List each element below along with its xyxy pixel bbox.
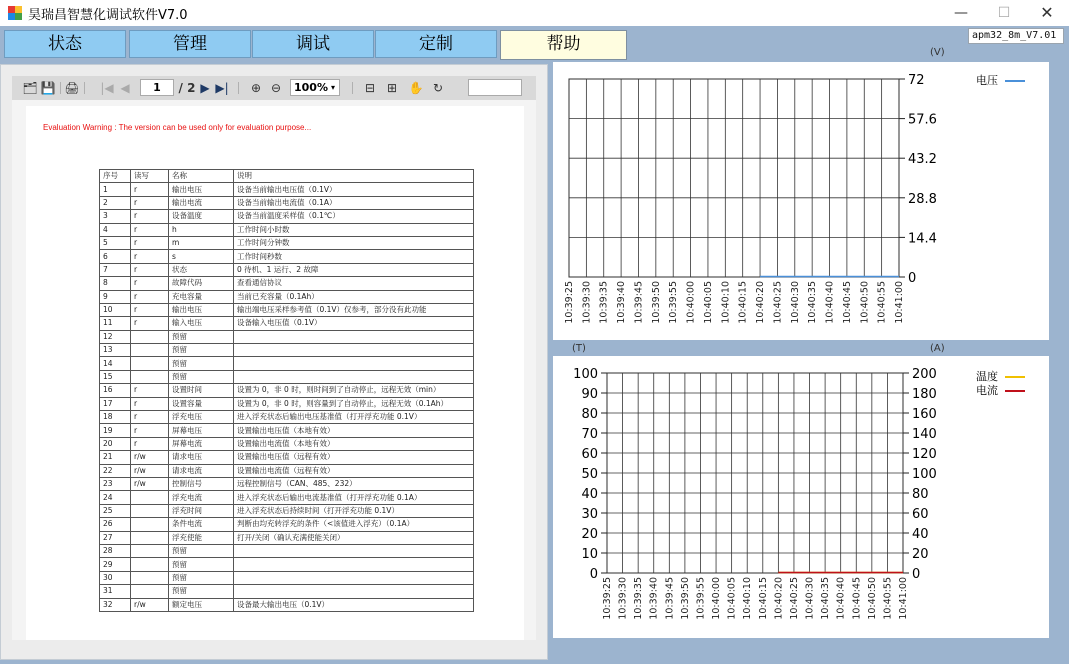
table-cell <box>131 558 169 571</box>
table-cell <box>131 330 169 343</box>
table-row <box>100 558 474 571</box>
table-cell <box>131 544 169 557</box>
table-cell <box>234 357 474 370</box>
table-cell: 浮充时间 <box>169 504 234 517</box>
table-cell: 设备当前温度采样值（0.1℃） <box>234 210 474 223</box>
table-cell: 13 <box>100 344 131 357</box>
table-cell: r <box>131 437 169 450</box>
page-number-input[interactable]: 1 <box>140 79 174 96</box>
table-row <box>100 437 474 450</box>
table-row <box>100 210 474 223</box>
y-tick-label-right: 43.2 <box>908 152 937 168</box>
table-row <box>100 317 474 330</box>
x-tick-label: 10:39:35 <box>633 577 645 620</box>
x-tick-label: 10:40:10 <box>720 281 732 324</box>
table-cell: 31 <box>100 585 131 598</box>
document-page <box>26 106 524 640</box>
x-tick-label: 10:40:20 <box>755 281 767 324</box>
table-row <box>100 464 474 477</box>
table-cell: 7 <box>100 263 131 276</box>
x-tick-label: 10:39:50 <box>679 577 691 620</box>
table-cell <box>234 571 474 584</box>
y-tick-label-left: 20 <box>581 527 598 542</box>
table-cell: r <box>131 250 169 263</box>
table-row <box>100 504 474 517</box>
table-cell <box>131 491 169 504</box>
table-cell: 18 <box>100 411 131 424</box>
x-tick-label: 10:39:50 <box>650 281 662 324</box>
voltage-unit-label: (V) <box>930 47 945 58</box>
table-cell: 额定电压 <box>169 598 234 611</box>
save-icon[interactable]: 💾 <box>40 81 56 95</box>
legend-voltage: 电压 <box>976 74 998 87</box>
table-row <box>100 263 474 276</box>
prev-page-icon[interactable]: ◀ <box>120 81 130 95</box>
table-cell: 请求电流 <box>169 464 234 477</box>
table-row <box>100 544 474 557</box>
table-cell <box>131 518 169 531</box>
table-cell: 15 <box>100 370 131 383</box>
register-table <box>99 169 474 612</box>
table-cell: 9 <box>100 290 131 303</box>
close-button[interactable]: ✕ <box>1040 3 1054 22</box>
table-row <box>100 451 474 464</box>
legend-current: 电流 <box>976 384 998 397</box>
maximize-button[interactable]: ☐ <box>997 5 1011 21</box>
table-cell: 26 <box>100 518 131 531</box>
table-cell: 3 <box>100 210 131 223</box>
table-cell: 设备温度 <box>169 210 234 223</box>
table-cell: 设置容量 <box>169 397 234 410</box>
table-cell: r <box>131 384 169 397</box>
x-tick-label: 10:40:00 <box>711 577 723 620</box>
table-cell: 设备输入电压值（0.1V） <box>234 317 474 330</box>
table-cell: 工作时间小时数 <box>234 223 474 236</box>
legend-current-swatch <box>1005 390 1025 392</box>
table-cell: 设备最大输出电压（0.1V） <box>234 598 474 611</box>
y-tick-label-left: 10 <box>581 547 598 562</box>
legend-temperature-swatch <box>1005 376 1025 378</box>
table-cell: 24 <box>100 491 131 504</box>
y-tick-label-right: 40 <box>912 527 929 542</box>
x-tick-label: 10:40:45 <box>841 281 853 324</box>
x-tick-label: 10:39:30 <box>581 281 593 324</box>
table-cell: 输出电压 <box>169 183 234 196</box>
y-tick-label-left: 0 <box>589 567 598 582</box>
x-tick-label: 10:40:40 <box>824 281 836 324</box>
table-cell <box>234 558 474 571</box>
table-cell: 屏幕电压 <box>169 424 234 437</box>
table-row <box>100 236 474 249</box>
next-page-icon[interactable]: ▶ <box>200 81 210 95</box>
table-row <box>100 357 474 370</box>
table-cell: 当前已充容量（0.1Ah） <box>234 290 474 303</box>
x-tick-label: 10:40:30 <box>804 577 816 620</box>
table-cell: 输出端电压采样参考值（0.1V）仅参考，部分没有此功能 <box>234 303 474 316</box>
zoom-select[interactable] <box>290 79 340 96</box>
viewer-toolbar <box>12 76 536 101</box>
table-cell: r <box>131 236 169 249</box>
x-tick-label: 10:40:05 <box>702 281 714 324</box>
table-cell: 设备当前输出电流值（0.1A） <box>234 196 474 209</box>
window-title: 昊瑞昌智慧化调试软件V7.0 <box>28 8 188 23</box>
x-tick-label: 10:39:45 <box>664 577 676 620</box>
table-row <box>100 290 474 303</box>
zoom-out-icon[interactable]: ⊖ <box>270 81 282 95</box>
table-cell: 状态 <box>169 263 234 276</box>
table-cell: 23 <box>100 477 131 490</box>
table-row <box>100 370 474 383</box>
header-cell: 读写 <box>131 170 169 183</box>
y-tick-label-right: 100 <box>912 467 937 482</box>
zoom-value: 100% <box>294 81 328 94</box>
table-cell: r <box>131 303 169 316</box>
table-cell <box>131 370 169 383</box>
table-cell: m <box>169 236 234 249</box>
y-tick-label-left: 80 <box>581 407 598 422</box>
table-row <box>100 344 474 357</box>
table-cell: r <box>131 277 169 290</box>
table-cell: s <box>169 250 234 263</box>
plot-frame <box>569 79 899 277</box>
x-tick-label: 10:40:45 <box>851 577 863 620</box>
table-cell <box>131 531 169 544</box>
search-input[interactable] <box>468 79 522 96</box>
menu-custom-button[interactable]: 定制 <box>375 30 497 58</box>
table-cell: 故障代码 <box>169 277 234 290</box>
table-cell: 11 <box>100 317 131 330</box>
x-tick-label: 10:40:05 <box>726 577 738 620</box>
last-page-icon[interactable]: ▶| <box>215 81 229 95</box>
table-cell <box>234 344 474 357</box>
table-cell: r/w <box>131 451 169 464</box>
table-cell: 预留 <box>169 585 234 598</box>
x-tick-label: 10:40:35 <box>820 577 832 620</box>
table-cell: 32 <box>100 598 131 611</box>
table-cell: r <box>131 411 169 424</box>
table-cell: 4 <box>100 223 131 236</box>
table-cell: 16 <box>100 384 131 397</box>
table-cell: 远程控制信号（CAN、485、232） <box>234 477 474 490</box>
table-cell: h <box>169 223 234 236</box>
x-tick-label: 10:39:25 <box>564 281 575 324</box>
table-cell: 25 <box>100 504 131 517</box>
table-row <box>100 491 474 504</box>
table-cell: 22 <box>100 464 131 477</box>
table-cell: 20 <box>100 437 131 450</box>
x-tick-label: 10:39:35 <box>598 281 610 324</box>
x-tick-label: 10:41:00 <box>894 281 905 324</box>
table-cell: 预留 <box>169 344 234 357</box>
temperature-unit-label: (T) <box>572 343 586 354</box>
table-row <box>100 411 474 424</box>
y-tick-label-right: 28.8 <box>908 191 937 207</box>
y-tick-label-right: 72 <box>908 73 925 88</box>
table-cell: 设置为 0，非 0 时，则时间到了自动停止，远程无效（min） <box>234 384 474 397</box>
table-row <box>100 303 474 316</box>
y-tick-label-right: 160 <box>912 407 937 422</box>
table-cell: 设置输出电压值（本地有效） <box>234 424 474 437</box>
menu-manage-button[interactable]: 管理 <box>129 30 251 58</box>
first-page-icon[interactable]: |◀ <box>100 81 114 95</box>
menu-help-button[interactable]: 帮助 <box>500 30 627 60</box>
x-tick-label: 10:39:30 <box>617 577 629 620</box>
zoom-in-icon[interactable]: ⊕ <box>250 81 262 95</box>
table-cell <box>131 585 169 598</box>
table-cell: 请求电压 <box>169 451 234 464</box>
y-tick-label-left: 40 <box>581 487 598 502</box>
table-cell: r <box>131 424 169 437</box>
legend-temperature: 温度 <box>976 370 998 383</box>
x-tick-label: 10:41:00 <box>898 577 909 620</box>
page-width-icon[interactable]: ⊞ <box>386 81 398 95</box>
table-cell <box>131 571 169 584</box>
app-logo-icon <box>8 6 22 20</box>
minimize-button[interactable]: — <box>954 5 968 21</box>
table-cell: r <box>131 397 169 410</box>
y-tick-label-right: 180 <box>912 387 937 402</box>
y-tick-label-right: 80 <box>912 487 929 502</box>
table-cell: 判断由均充转浮充的条件（<该值进入浮充）（0.1A） <box>234 518 474 531</box>
table-cell: 屏幕电流 <box>169 437 234 450</box>
y-tick-label-right: 200 <box>912 367 937 382</box>
hand-tool-icon[interactable]: ✋ <box>408 81 424 95</box>
table-cell: 控制信号 <box>169 477 234 490</box>
y-tick-label-right: 20 <box>912 547 929 562</box>
table-cell: 17 <box>100 397 131 410</box>
table-cell <box>234 585 474 598</box>
table-cell: 设置为 0，非 0 时，则容量到了自动停止，远程无效（0.1Ah） <box>234 397 474 410</box>
chevron-down-icon: ▾ <box>330 83 335 92</box>
table-cell: r <box>131 196 169 209</box>
x-tick-label: 10:40:00 <box>685 281 697 324</box>
current-unit-label: (A) <box>930 343 945 354</box>
table-cell: 30 <box>100 571 131 584</box>
table-cell: 进入浮充状态后输出电压基准值（打开浮充功能 0.1V） <box>234 411 474 424</box>
print-icon[interactable]: 🖨 <box>64 81 80 95</box>
x-tick-label: 10:40:55 <box>876 281 888 324</box>
x-tick-label: 10:40:15 <box>737 281 749 324</box>
table-cell: r <box>131 290 169 303</box>
x-tick-label: 10:40:15 <box>757 577 769 620</box>
table-cell: 14 <box>100 357 131 370</box>
x-tick-label: 10:39:40 <box>648 577 660 620</box>
table-cell: 29 <box>100 558 131 571</box>
table-cell: 预留 <box>169 544 234 557</box>
x-tick-label: 10:39:45 <box>633 281 645 324</box>
table-cell: 设置输出电压值（远程有效） <box>234 451 474 464</box>
table-cell: 工作时间秒数 <box>234 250 474 263</box>
table-cell: 进入浮充状态后持续时间（打开浮充功能 0.1V） <box>234 504 474 517</box>
table-cell: 6 <box>100 250 131 263</box>
table-cell: 预留 <box>169 357 234 370</box>
evaluation-warning: Evaluation Warning : The version can be used only for evaluation purpose... <box>43 123 312 132</box>
y-tick-label-left: 100 <box>573 367 598 382</box>
table-cell: r <box>131 183 169 196</box>
table-row <box>100 277 474 290</box>
y-tick-label-left: 50 <box>581 467 598 482</box>
table-cell <box>131 344 169 357</box>
y-tick-label-left: 30 <box>581 507 598 522</box>
table-cell: r <box>131 223 169 236</box>
x-tick-label: 10:40:50 <box>859 281 871 324</box>
header-cell: 说明 <box>234 170 474 183</box>
x-tick-label: 10:39:25 <box>602 577 613 620</box>
x-tick-label: 10:40:20 <box>773 577 785 620</box>
table-cell <box>234 330 474 343</box>
table-row <box>100 330 474 343</box>
table-cell: 21 <box>100 451 131 464</box>
table-cell: 设置时间 <box>169 384 234 397</box>
table-cell: 浮充使能 <box>169 531 234 544</box>
table-row <box>100 384 474 397</box>
refresh-icon[interactable]: ↻ <box>432 81 444 95</box>
x-tick-label: 10:39:40 <box>616 281 628 324</box>
x-tick-label: 10:40:40 <box>835 577 847 620</box>
table-row <box>100 196 474 209</box>
table-row <box>100 585 474 598</box>
table-cell <box>131 504 169 517</box>
x-tick-label: 10:40:35 <box>807 281 819 324</box>
y-tick-label-right: 57.6 <box>908 112 937 128</box>
table-cell: r/w <box>131 598 169 611</box>
y-tick-label-left: 90 <box>581 387 598 402</box>
table-row <box>100 571 474 584</box>
x-tick-label: 10:39:55 <box>668 281 680 324</box>
table-cell: 1 <box>100 183 131 196</box>
table-row <box>100 424 474 437</box>
table-cell: 19 <box>100 424 131 437</box>
table-cell: r/w <box>131 477 169 490</box>
table-cell <box>131 357 169 370</box>
table-cell: 条件电流 <box>169 518 234 531</box>
menu-status-button[interactable]: 状态 <box>4 30 126 58</box>
table-cell: r/w <box>131 464 169 477</box>
table-cell: 预留 <box>169 571 234 584</box>
table-cell: 2 <box>100 196 131 209</box>
y-tick-label-right: 140 <box>912 427 937 442</box>
table-row <box>100 477 474 490</box>
open-icon[interactable]: 🗂 <box>22 81 38 95</box>
x-tick-label: 10:40:10 <box>742 577 754 620</box>
table-header-row <box>100 170 474 183</box>
table-cell: 打开/关闭（确认充满使能关闭） <box>234 531 474 544</box>
table-cell: 预留 <box>169 558 234 571</box>
table-cell: 设置输出电流值（本地有效） <box>234 437 474 450</box>
page-total: / 2 <box>178 81 196 95</box>
table-cell: 浮充电压 <box>169 411 234 424</box>
table-cell: 查看通信协议 <box>234 277 474 290</box>
table-cell: 输出电压 <box>169 303 234 316</box>
table-cell: 12 <box>100 330 131 343</box>
y-tick-label-right: 14.4 <box>908 231 937 247</box>
header-cell: 名称 <box>169 170 234 183</box>
title-bar <box>0 0 1069 26</box>
table-row <box>100 250 474 263</box>
table-cell: 充电容量 <box>169 290 234 303</box>
table-row <box>100 531 474 544</box>
table-cell: r <box>131 263 169 276</box>
table-cell: 工作时间分钟数 <box>234 236 474 249</box>
table-cell: 28 <box>100 544 131 557</box>
y-tick-label-right: 60 <box>912 507 929 522</box>
y-tick-label-left: 60 <box>581 447 598 462</box>
y-tick-label-right: 0 <box>912 567 921 582</box>
table-row <box>100 518 474 531</box>
y-tick-label-left: 70 <box>581 427 598 442</box>
version-label: apm32_8m_V7.01 <box>968 28 1064 44</box>
table-cell: 输出电流 <box>169 196 234 209</box>
table-cell: 输入电压 <box>169 317 234 330</box>
table-cell: 浮充电流 <box>169 491 234 504</box>
x-tick-label: 10:40:25 <box>788 577 800 620</box>
voltage-chart <box>553 62 1049 340</box>
table-cell: 27 <box>100 531 131 544</box>
x-tick-label: 10:40:55 <box>882 577 894 620</box>
table-cell: 预留 <box>169 330 234 343</box>
y-tick-label-right: 120 <box>912 447 937 462</box>
x-tick-label: 10:40:30 <box>789 281 801 324</box>
table-cell: 设备当前输出电压值（0.1V） <box>234 183 474 196</box>
y-tick-label-right: 0 <box>908 271 917 286</box>
table-cell: r <box>131 210 169 223</box>
table-cell: 8 <box>100 277 131 290</box>
x-tick-label: 10:39:55 <box>695 577 707 620</box>
table-row <box>100 397 474 410</box>
table-cell: 0 待机、1 运行、2 故障 <box>234 263 474 276</box>
table-row <box>100 183 474 196</box>
temp-current-chart <box>553 356 1049 638</box>
menu-debug-button[interactable]: 调试 <box>252 30 374 58</box>
legend-voltage-swatch <box>1005 80 1025 82</box>
x-tick-label: 10:40:25 <box>772 281 784 324</box>
table-cell: 设置输出电流值（远程有效） <box>234 464 474 477</box>
page-layout-icon[interactable]: ⊟ <box>364 81 376 95</box>
table-row <box>100 223 474 236</box>
table-cell: 进入浮充状态后输出电流基准值（打开浮充功能 0.1A） <box>234 491 474 504</box>
table-cell <box>234 370 474 383</box>
table-cell: 预留 <box>169 370 234 383</box>
header-cell: 序号 <box>100 170 131 183</box>
table-cell: 10 <box>100 303 131 316</box>
table-cell: r <box>131 317 169 330</box>
table-row <box>100 598 474 611</box>
table-cell <box>234 544 474 557</box>
table-cell: 5 <box>100 236 131 249</box>
x-tick-label: 10:40:50 <box>866 577 878 620</box>
